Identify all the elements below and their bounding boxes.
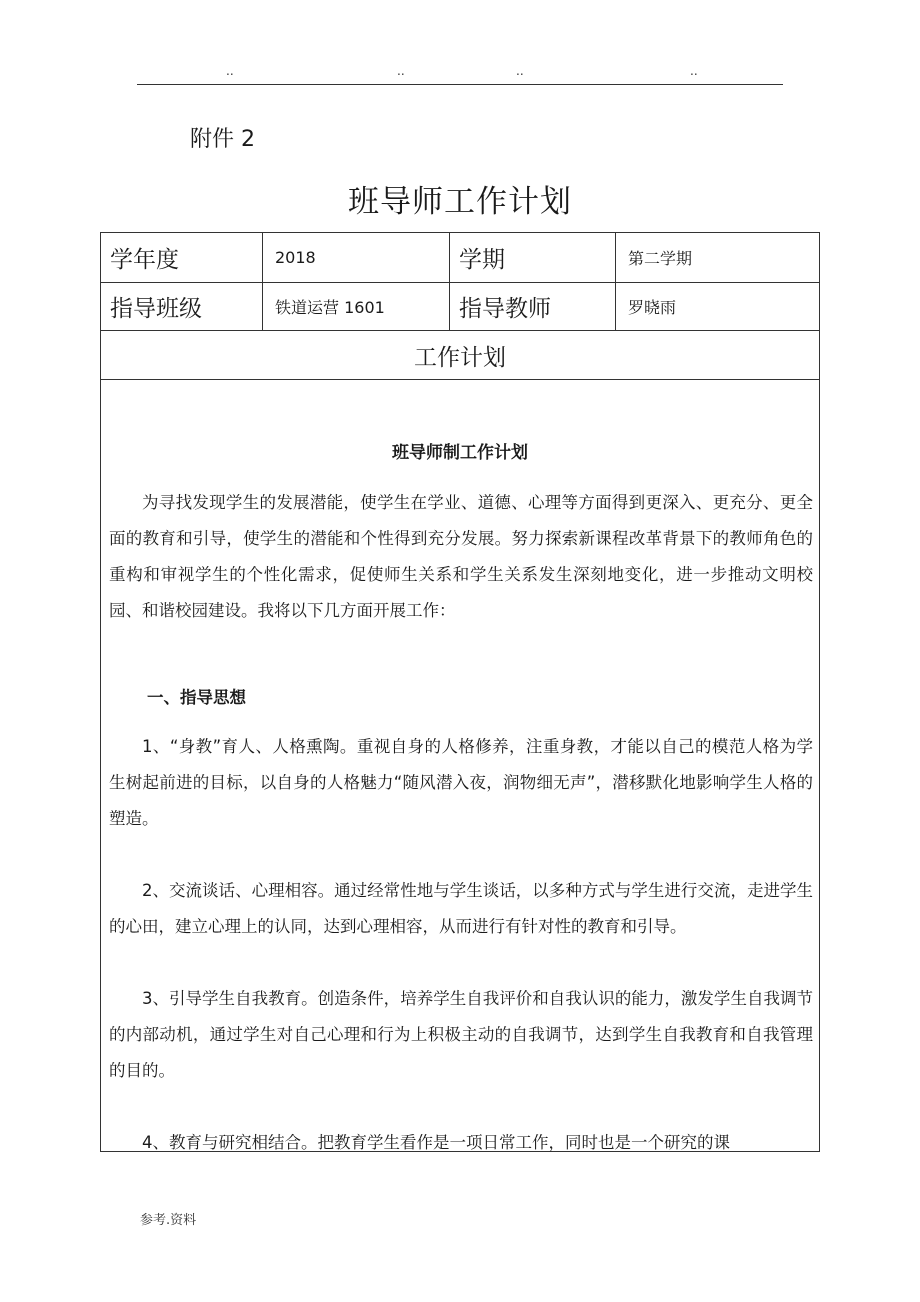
section-title-row: [101, 331, 819, 380]
term-label: 学期: [459, 247, 505, 273]
academic-year-label-cell: [101, 233, 263, 282]
footer-text: 参考.资料: [140, 1213, 197, 1228]
academic-year-value-cell: [263, 233, 450, 282]
plan-item-4: 4、教育与研究相结合。把教育学生看作是一项日常工作，同时也是一个研究的课: [142, 1133, 730, 1152]
header-dot: ..: [397, 64, 405, 78]
plan-item-3: 3、引导学生自我教育。创造条件，培养学生自我评价和自我认识的能力，激发学生自我调节的内部动机，通过学生对自己心理和行为上积极主动的自我调节，达到学生自我教育和自我管理的目的。: [109, 989, 813, 1080]
guiding-principles-heading: 一、指导思想: [147, 688, 246, 707]
plan-item-1: 1、“身教”育人、人格熏陶。重视自身的人格修养，注重身教，才能以自己的模范人格为学生树起前进的目标，以自身的人格魅力“随风潜入夜，润物细无声”，潜移默化地影响学生人格的塑造。: [109, 737, 813, 828]
term-value: 第二学期: [628, 249, 693, 268]
class-label: 指导班级: [110, 296, 202, 322]
teacher-value: 罗晓雨: [628, 298, 677, 317]
teacher-label-cell: [450, 283, 616, 330]
header-dot: ..: [690, 64, 698, 78]
class-value: 铁道运营 1601: [275, 298, 385, 317]
plan-title: 班导师制工作计划: [392, 443, 528, 463]
plan-intro-paragraph: 为寻找发现学生的发展潜能，使学生在学业、道德、心理等方面得到更深入、更充分、更全面的教育和引导，使学生的潜能和个性得到充分发展。努力探索新课程改革背景下的教师角色的重构和审视学生的个性化需求，促使师生关系和学生关系发生深刻地变化，进一步推动文明校园、和谐校园建设。我将以下几方面开展工作：: [109, 493, 813, 620]
teacher-label: 指导教师: [459, 296, 551, 322]
class-label-cell: [101, 283, 263, 330]
info-row-year: [101, 233, 819, 283]
term-label-cell: [450, 233, 616, 282]
plan-body: [101, 380, 819, 1151]
header-dot: ..: [516, 64, 524, 78]
academic-year-value: 2018: [275, 248, 316, 267]
plan-table: [100, 232, 820, 1152]
header-rule: [137, 84, 783, 85]
plan-item-2: 2、交流谈话、心理相容。通过经常性地与学生谈话，以多种方式与学生进行交流，走进学生的心田，建立心理上的认同，达到心理相容，从而进行有针对性的教育和引导。: [109, 881, 813, 936]
section-title: 工作计划: [414, 344, 506, 371]
info-row-class: [101, 283, 819, 331]
header-dot: ..: [226, 64, 234, 78]
academic-year-label: 学年度: [110, 247, 179, 273]
term-value-cell: [616, 233, 819, 282]
attachment-label: 附件 2: [190, 127, 255, 152]
teacher-value-cell: [616, 283, 819, 330]
class-value-cell: [263, 283, 450, 330]
document-title: 班导师工作计划: [348, 184, 572, 220]
